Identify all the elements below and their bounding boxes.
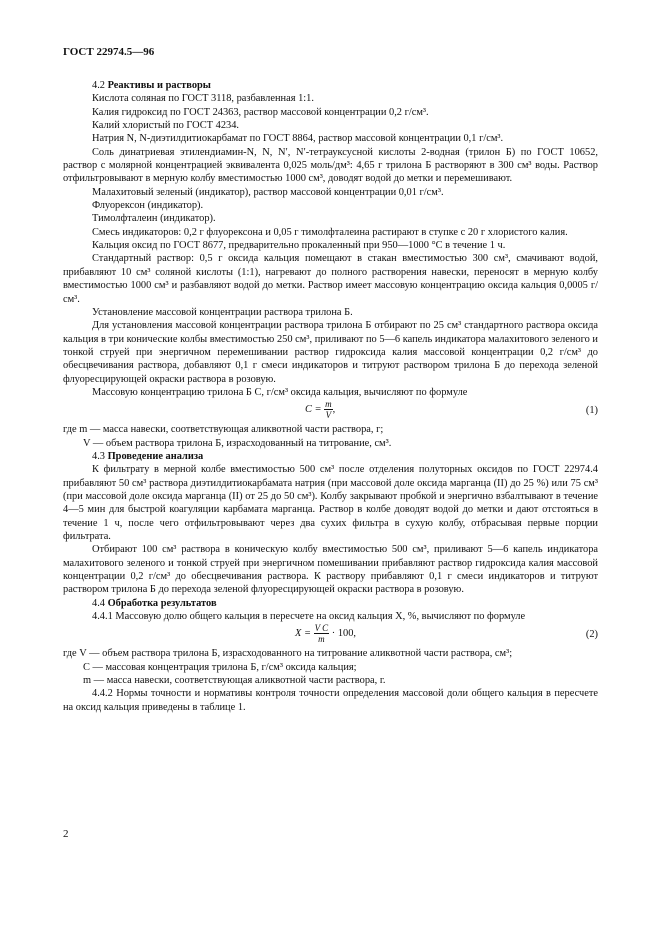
reagent-thymolphthalein: Тимолфталеин (индикатор). (92, 213, 216, 225)
section-heading-4-4: 4.4 Обработка результатов (92, 597, 217, 609)
reagent-trilon-b: Соль динатриевая этилендиамин-N, N, N′, N′-тетрауксусной кислоты 2-водная (трилон Б) по ГОСТ 10652, раствор с молярной концентрацией эквивалента 0,025 моль/дм³: 4,65 г трилона Б растворяют в 300 см³ воды. Раствор отфильтровывают в мерную колбу вместимостью 1000 см³, доводят водой до метки и перемешивают. (63, 146, 598, 185)
formula-intro: Массовую концентрацию трилона Б С, г/см³ оксида кальция, вычисляют по формуле (92, 386, 468, 398)
concentration-procedure: Для установления массовой концентрации раствора трилона Б отбирают по 25 см³ стандартного раствора оксида кальция в три конические колбы вместимостью 250 см³, приливают по 5—6 капель индикатора малахитового зеленого и тонкой струей при энергичном перемешивании раствор гидроксида калия массовой концентрации 0,2 г/см³ до обесцвечивания раствора, добавляют 0,1 г смеси индикаторов и титруют раствором трилона Б до перехода зеленой флуоресцирующей окраски раствора в розовую. (63, 320, 598, 385)
reagent-potassium-hydroxide: Калия гидроксид по ГОСТ 24363, раствор массовой концентрации 0,2 г/см³. (92, 106, 429, 118)
where-v-2: где V — объем раствора трилона Б, израсходованного на титрование аликвотной части раствора, см³; (63, 648, 513, 660)
reagent-hydrochloric-acid: Кислота соляная по ГОСТ 3118, разбавленная 1:1. (92, 93, 314, 105)
where-m-2: m — масса навески, соответствующая аликвотной части раствора, г. (83, 675, 386, 687)
equation-number-2: (2) (585, 629, 598, 641)
formula-2-fraction: $\frac{\text{V C}}{m}$ (314, 623, 329, 645)
reagent-fluorexon: Флуорексон (индикатор). (92, 200, 204, 212)
reagent-calcium-oxide: Кальция оксид по ГОСТ 8677, предварительно прокаленный при 950—1000 °С в течение 1 ч. (92, 240, 506, 252)
formula-2: X = $\frac{\text{V C}}{m}$ · 100, (2) (295, 623, 598, 645)
equation-number-1: (1) (585, 405, 598, 417)
document-header: ГОСТ 22974.5—96 (63, 46, 155, 58)
where-c-2: C — массовая концентрация трилона Б, г/см³ оксида кальция; (83, 661, 357, 673)
page-body (63, 79, 598, 714)
analysis-paragraph-1: К фильтрату в мерной колбе вместимостью 500 см³ после отделения полуторных оксидов по ГОСТ 22974.4 прибавляют 50 см³ раствора диэтилдитиокарбамата натрия (при массовой доле оксида марганца (II) до 25 %) или 75 см³ (при массовой доле оксида марганца (II) от 25 до 50 см³). Колбу закрывают пробкой и энергично взбалтывают в течение 4—5 мин для быстрой коагуляции карбамата марганца. Раствор в колбе доводят водой до метки и дают отстояться в течение 1 ч, после чего отфильтровывают через два сухих фильтра в сухую колбу, отбрасывая первые порции фильтрата. (63, 464, 598, 542)
paragraph-4-4-1: 4.4.1 Массовую долю общего кальция в пересчете на оксид кальция X, %, вычисляют по формуле (92, 611, 526, 623)
paragraph-4-4-2: 4.4.2 Нормы точности и нормативы контроля точности определения массовой доли общего кальция в пересчете на оксид кальция приведены в таблице 1. (63, 688, 598, 713)
section-heading-4-2: 4.2 Реактивы и растворы (92, 80, 211, 91)
reagent-indicator-mix: Смесь индикаторов: 0,2 г флуорексона и 0,05 г тимолфталеина растирают в ступке с 20 г хлористого калия. (92, 226, 568, 238)
reagent-sodium-dithiocarbamate: Натрия N, N-диэтилдитиокарбамат по ГОСТ 8864, раствор массовой концентрации 0,1 г/см³. (92, 133, 504, 145)
page-number: 2 (63, 828, 69, 840)
analysis-paragraph-2: Отбирают 100 см³ раствора в коническую колбу вместимостью 500 см³, приливают 5—6 капель индикатора малахитового зеленого и тонкой струей при энергичном помешивании прибавляют раствор гидроксида калия массовой концентрации 0,2 г/см³ до обесцвечивания раствора. К раствору прибавляют 0,1 г смеси индикаторов и титруют раствором трилона Б до перехода зеленой флуоресцирующей окраски раствора в розовую. (63, 544, 598, 596)
where-v-1: V — объем раствора трилона Б, израсходованный на титрование, см³. (83, 437, 392, 449)
concentration-heading: Установление массовой концентрации раствора трилона Б. (92, 306, 353, 318)
where-m-1: где m — масса навески, соответствующая аликвотной части раствора, г; (63, 424, 384, 436)
section-heading-4-3: 4.3 Проведение анализа (92, 450, 204, 462)
reagent-malachite-green: Малахитовый зеленый (индикатор), раствор массовой концентрации 0,01 г/см³. (92, 186, 444, 198)
standard-solution: Стандартный раствор: 0,5 г оксида кальция помещают в стакан вместимостью 300 см³, смачивают водой, прибавляют 10 см³ соляной кислоты (1:1), нагревают до полного растворения навески, переносят в мерную колбу вместимостью 1000 см³ и разбавляют водой до метки. Раствор имеет массовую концентрацию оксида кальция 0,0005 г/см³. (63, 253, 598, 305)
formula-1: C = $\frac{m}{V}$ , (1) (305, 399, 598, 421)
formula-1-fraction: $\frac{m}{V}$ (325, 399, 332, 421)
reagent-potassium-chloride: Калий хлористый по ГОСТ 4234. (92, 120, 240, 132)
